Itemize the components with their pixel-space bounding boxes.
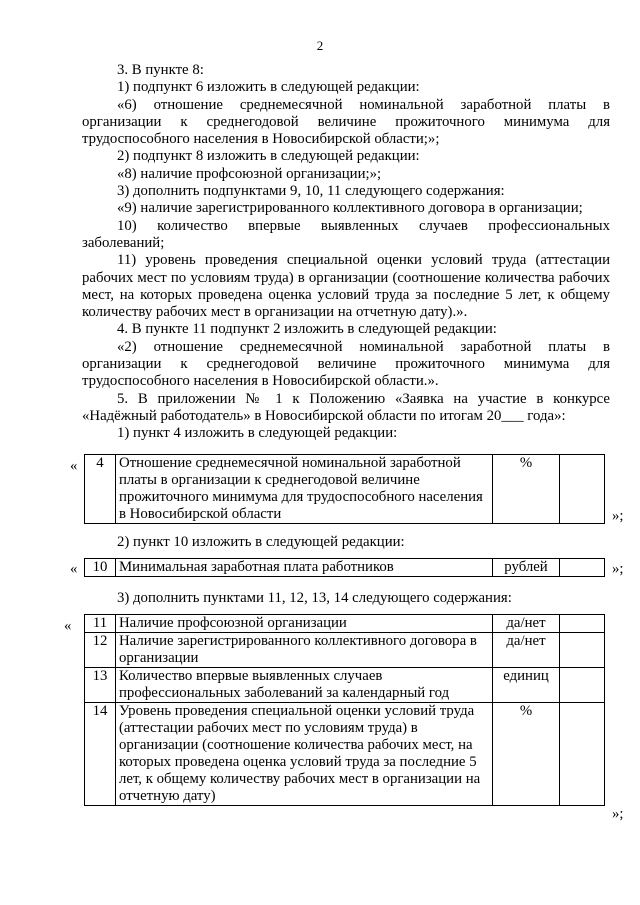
paragraph: 2) пункт 10 изложить в следующей редакции: <box>117 534 405 550</box>
row-text: Минимальная заработная плата работников <box>116 559 493 577</box>
row-unit: % <box>493 455 560 524</box>
table-row <box>85 615 605 633</box>
row-number: 14 <box>85 703 116 806</box>
row-text: Наличие профсоюзной организации <box>116 615 493 633</box>
row-unit: да/нет <box>493 615 560 633</box>
page-number: 2 <box>316 38 324 53</box>
row-value <box>560 615 605 633</box>
paragraph: 3) дополнить подпунктами 9, 10, 11 следующего содержания: <box>117 183 505 200</box>
paragraph: «9) наличие зарегистрированного коллективного договора в организации; <box>117 200 583 217</box>
paragraph: 11) уровень проведения специальной оценки условий труда (аттестации рабочих мест по условиям труда) в организации (соотношение количества рабочих мест, на которых проведена оценка условий труда за последние 5 лет, к общему количеству рабочих мест в организации на отчетную дату).». <box>82 252 610 321</box>
table-items-11-14 <box>84 614 605 806</box>
row-unit: да/нет <box>493 633 560 668</box>
row-text: Отношение среднемесячной номинальной заработной платы в организации к среднегодовой величине прожиточного минимума для трудоспособного населения в Новосибирской области <box>116 455 493 524</box>
table-row <box>85 703 605 806</box>
paragraph: 5. В приложении № 1 к Положению «Заявка на участие в конкурсе «Надёжный работодатель» в Новосибирской области по итогам 20___ года»: <box>82 390 610 424</box>
row-text: Уровень проведения специальной оценки условий труда (аттестации рабочих мест по условиям труда) в организации (соотношение количества рабочих мест, на которых проведена оценка условий труда за последние 5 лет, к общему количеству рабочих мест в организации на отчетную дату) <box>116 703 493 806</box>
paragraph: «8) наличие профсоюзной организации;»; <box>117 165 382 182</box>
quote-open: « <box>70 561 78 577</box>
quote-close: »; <box>612 508 624 524</box>
row-value <box>560 668 605 703</box>
quote-open: « <box>70 458 78 474</box>
row-number: 11 <box>85 615 116 633</box>
row-text: Наличие зарегистрированного коллективного договора в организации <box>116 633 493 668</box>
row-unit: % <box>493 703 560 806</box>
quote-open: « <box>64 618 72 634</box>
table-row <box>85 559 605 577</box>
paragraph: «6) отношение среднемесячной номинальной заработной платы в организации к среднегодовой величине прожиточного минимума для трудоспособного населения в Новосибирской области;»; <box>82 96 610 148</box>
paragraph: 1) подпункт 6 изложить в следующей редакции: <box>117 79 420 96</box>
row-text: Количество впервые выявленных случаев профессиональных заболеваний за календарный год <box>116 668 493 703</box>
paragraph: 1) пункт 4 изложить в следующей редакции: <box>117 425 398 442</box>
paragraph-block <box>82 590 610 607</box>
paragraph-block <box>82 534 610 551</box>
row-value <box>560 455 605 524</box>
row-value <box>560 703 605 806</box>
row-number: 13 <box>85 668 116 703</box>
row-value <box>560 633 605 668</box>
paragraph: 10) количество впервые выявленных случаев профессиональных заболеваний; <box>82 217 610 251</box>
table-item-4 <box>84 454 605 524</box>
row-number: 10 <box>85 559 116 577</box>
quote-close: »; <box>612 806 624 822</box>
paragraph: 4. В пункте 11 подпункт 2 изложить в следующей редакции: <box>117 321 497 338</box>
table-row <box>85 633 605 668</box>
row-unit: рублей <box>493 559 560 577</box>
paragraph: 2) подпункт 8 изложить в следующей редакции: <box>117 148 420 165</box>
paragraph: «2) отношение среднемесячной номинальной заработной платы в организации к среднегодовой величине прожиточного минимума для трудоспособного населения в Новосибирской области.». <box>82 338 610 390</box>
paragraph: 3. В пункте 8: <box>117 62 204 78</box>
quote-close: »; <box>612 561 624 577</box>
table-row <box>85 455 605 524</box>
table-item-10 <box>84 558 605 577</box>
row-number: 12 <box>85 633 116 668</box>
document-body <box>82 62 610 443</box>
row-value <box>560 559 605 577</box>
table-row <box>85 668 605 703</box>
paragraph: 3) дополнить пунктами 11, 12, 13, 14 следующего содержания: <box>117 590 512 606</box>
row-unit: единиц <box>493 668 560 703</box>
row-number: 4 <box>85 455 116 524</box>
